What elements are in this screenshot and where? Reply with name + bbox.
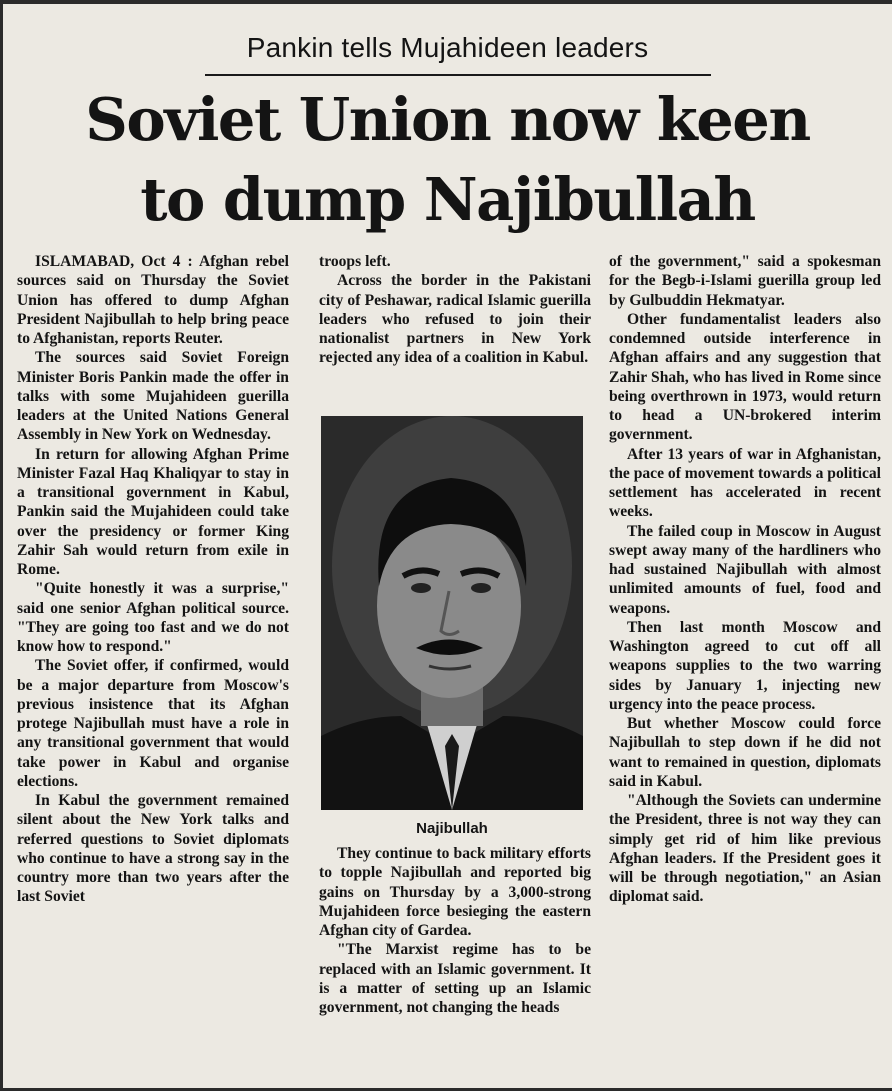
article-paragraph xyxy=(319,844,591,940)
paragraph-text: They continue to back military efforts to topple Najibullah and reported big gains on Thursday by a 3,000-strong Mujahideen force besieging the eastern Afghan city of Gardea. xyxy=(319,845,591,939)
paragraph-text: "Although the Soviets can undermine the President, three is not way they can simply get rid of him like previous Afghan leaders. If the President goes it will be through negotiation," an Asian diplomat said. xyxy=(609,792,881,906)
paragraph-text: The failed coup in Moscow in August swept away many of the hardliners who had sustained Najibullah with almost unlimited amounts of fuel, food and weapons. xyxy=(609,522,881,617)
paragraph-text: of the government," said a spokesman for the Begb-i-Islami guerilla group led by Gulbuddin Hekmatyar. xyxy=(609,253,881,309)
paragraph-text: Other fundamentalist leaders also condemned outside interference in Afghan affairs and any suggestion that Zahir Shah, who has lived in Rome since being overthrown in 1973, would return to head a UN-brokered interim government. xyxy=(609,310,881,444)
kicker-underline xyxy=(205,74,711,76)
paragraph-text: Across the border in the Pakistani city of Peshawar, radical Islamic guerilla leaders who refused to join their nationalist partners in New York rejected any idea of a coalition in Kabul. xyxy=(319,272,591,367)
article-paragraph xyxy=(17,348,289,444)
paragraph-text: Then last month Moscow and Washington agreed to cut off all weapons supplies to the two warring sides by January 1, injecting new urgency into the peace process. xyxy=(609,618,881,713)
article-paragraph xyxy=(319,271,591,367)
article-paragraph xyxy=(17,252,289,348)
paragraph-text: But whether Moscow could force Najibullah to step down if he did not want to remained in question, diplomats said in Kabul. xyxy=(609,715,881,790)
paragraph-text: The Soviet offer, if confirmed, would be a major departure from Moscow's previous insistence that its Afghan protege Najibullah must have a role in any transitional government that would take power in Kabul and organise elections. xyxy=(17,657,289,790)
article-paragraph xyxy=(609,618,881,714)
main-headline xyxy=(3,80,892,240)
article-paragraph xyxy=(609,714,881,791)
article-paragraph xyxy=(609,791,881,907)
portrait-photo xyxy=(321,416,583,810)
paragraph-text: "The Marxist regime has to be replaced with an Islamic government. It is a matter of setting up an Islamic government, not changing the heads xyxy=(319,941,591,1016)
article-paragraph xyxy=(17,791,289,907)
article-column-2-bottom xyxy=(319,844,591,1017)
article-column-1 xyxy=(17,252,289,907)
paragraph-text: In Kabul the government remained silent about the New York talks and referred questions to Soviet diplomats who continue to have a strong say in the country more than two years after the last Soviet xyxy=(17,792,289,906)
headline-line-2: to dump Najibullah xyxy=(140,165,755,234)
article-paragraph xyxy=(609,522,881,618)
article-paragraph xyxy=(609,252,881,310)
paragraph-text: The sources said Soviet Foreign Minister Boris Pankin made the offer in talks with some Mujahideen guerilla leaders at the United Nations General Assembly in New York on Wednesday. xyxy=(17,349,289,444)
dateline: ISLAMABAD, Oct 4 : xyxy=(35,253,193,270)
article-column-3 xyxy=(609,252,881,907)
headline-line-1: Soviet Union now keen xyxy=(85,85,810,154)
article-column-2-top xyxy=(319,252,591,368)
article-paragraph xyxy=(17,656,289,791)
article-paragraph xyxy=(609,310,881,445)
photo-caption: Najibullah xyxy=(416,820,488,837)
portrait-illustration xyxy=(321,416,583,810)
paragraph-text: troops left. xyxy=(319,253,391,270)
article-paragraph xyxy=(17,579,289,656)
kicker-headline: Pankin tells Mujahideen leaders xyxy=(246,32,649,63)
paragraph-text: After 13 years of war in Afghanistan, the pace of movement towards a political settlement has accelerated in recent weeks. xyxy=(609,445,881,521)
article-paragraph xyxy=(319,252,591,271)
paragraph-text: Afghan rebel sources said on Thursday the Soviet Union has offered to dump Afghan President Najibullah to help bring peace to Afghanistan, reports Reuter. xyxy=(17,253,289,347)
paragraph-text: "Quite honestly it was a surprise," said one senior Afghan political source. "They are going too fast and we do not know how to respond." xyxy=(17,580,289,655)
paragraph-text: In return for allowing Afghan Prime Minister Fazal Haq Khaliqyar to stay in a transitional government in Kabul, Pankin said the Mujahideen could take over the presidency or former King Zahir Sah would return from exile in Rome. xyxy=(17,445,289,578)
article-paragraph xyxy=(17,445,289,580)
article-paragraph xyxy=(319,940,591,1017)
article-paragraph xyxy=(609,445,881,522)
